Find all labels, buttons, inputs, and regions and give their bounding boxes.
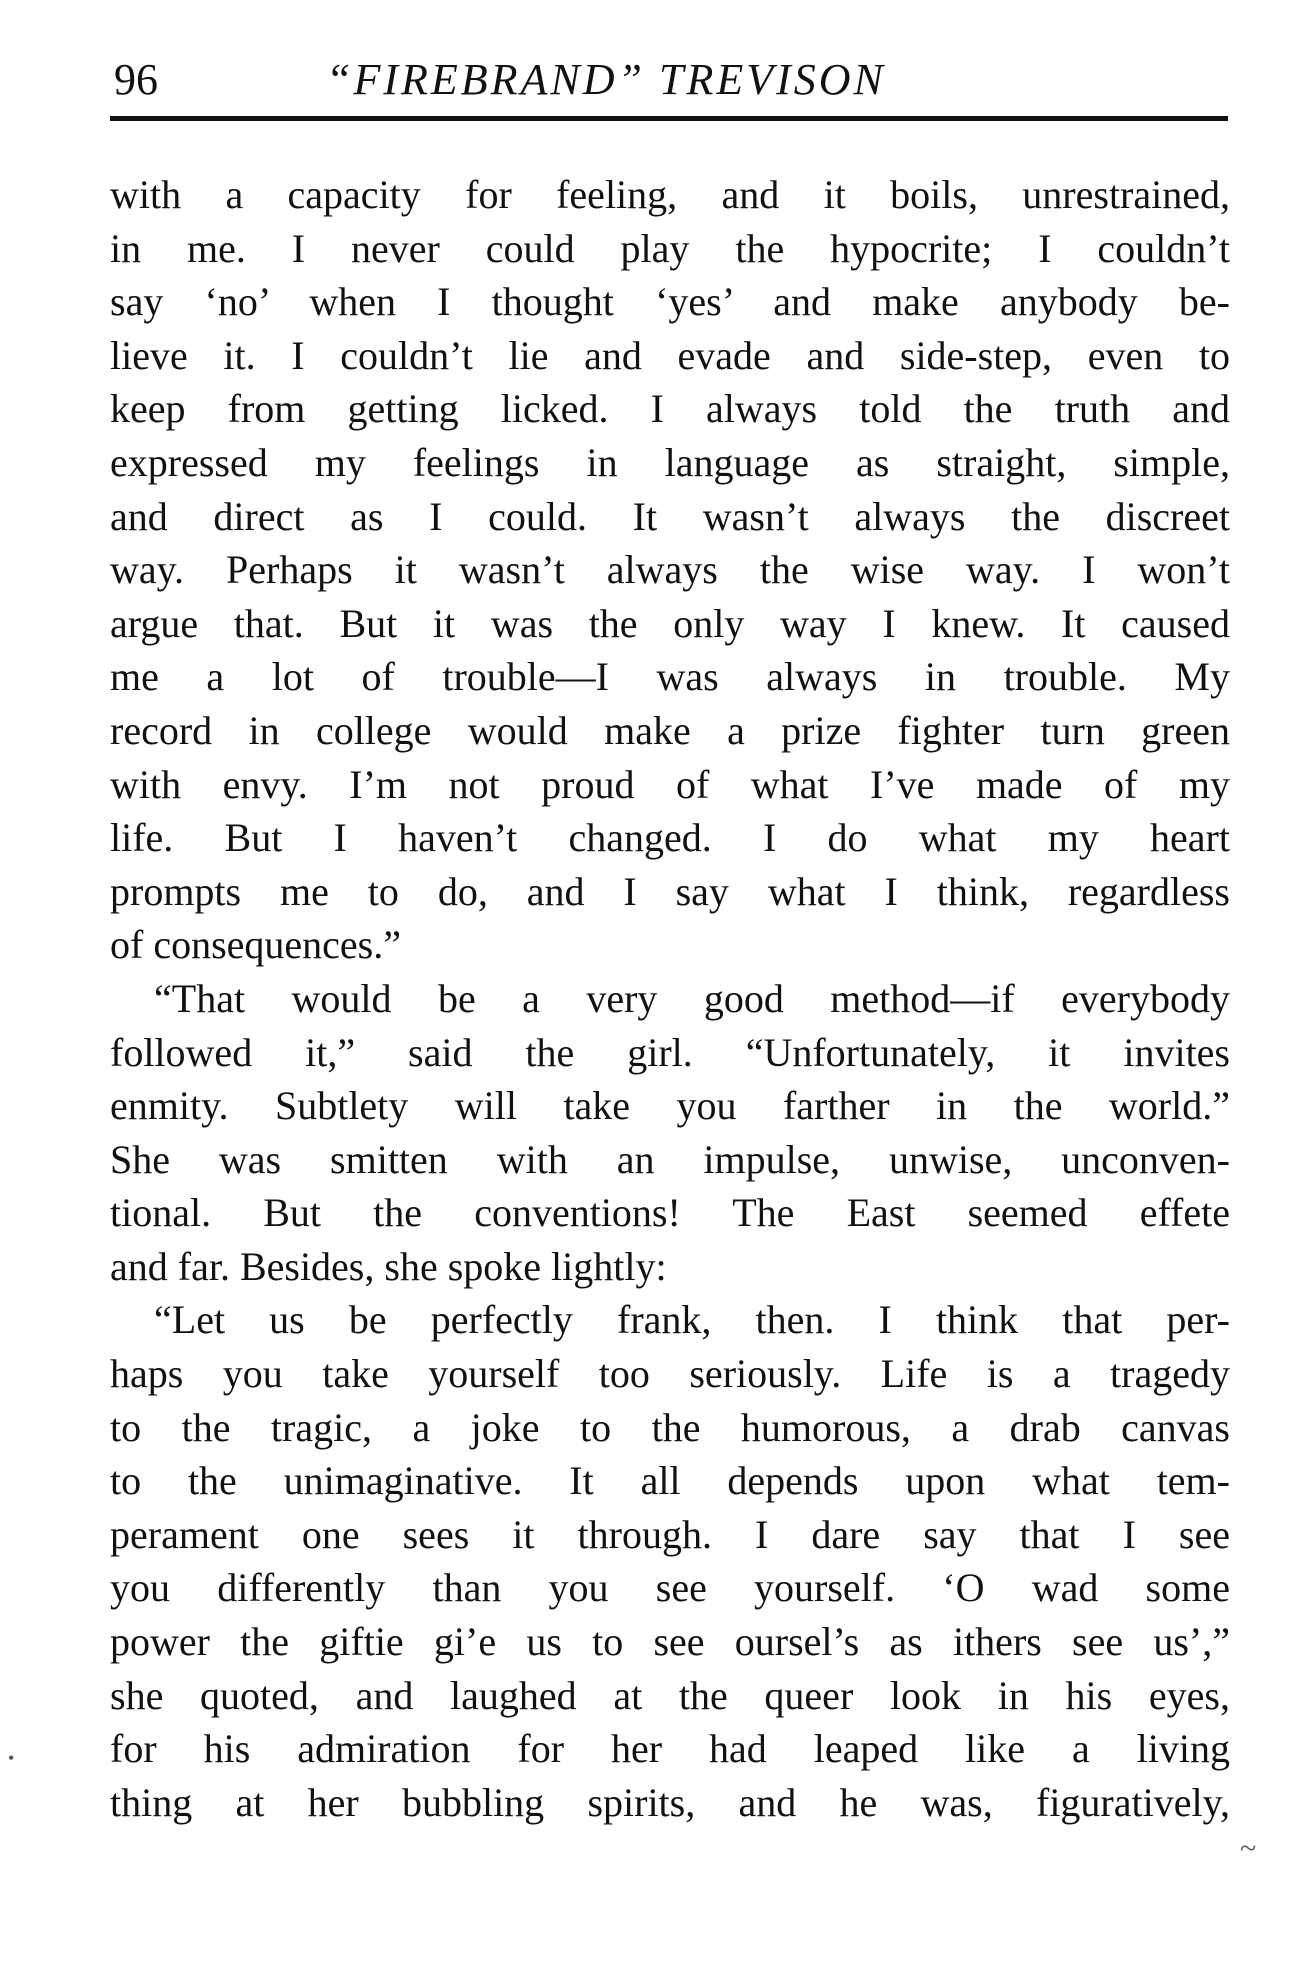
text-line: to the unimaginative. It all depends upon what tem- (110, 1458, 1230, 1504)
text-line: thing at her bubbling spirits, and he was, figuratively, (110, 1779, 1230, 1825)
text-line: prompts me to do, and I say what I think, regardless (110, 868, 1230, 914)
text-line: in me. I never could play the hypocrite; I couldn’t (110, 225, 1230, 271)
text-line: record in college would make a prize fighter turn green (110, 707, 1230, 753)
text-line: lieve it. I couldn’t lie and evade and side-step, even to (110, 332, 1230, 378)
text-line: She was smitten with an impulse, unwise, unconven- (110, 1136, 1230, 1182)
page-number: 96 (114, 55, 158, 104)
text-line: you differently than you see yourself. ‘O wad some (110, 1565, 1230, 1611)
text-line: with envy. I’m not proud of what I’ve made of my (110, 761, 1230, 807)
text-line: to the tragic, a joke to the humorous, a drab canvas (110, 1404, 1230, 1450)
page-header (110, 48, 1230, 118)
text-line: of consequences.” (110, 922, 401, 968)
text-line: she quoted, and laughed at the queer look in his eyes, (110, 1672, 1230, 1718)
text-line: haps you take yourself too seriously. Life is a tragedy (110, 1351, 1230, 1397)
text-line: and far. Besides, she spoke lightly: (110, 1243, 667, 1289)
text-line: “That would be a very good method—if everybody (154, 975, 1230, 1021)
header-rule (110, 116, 1228, 121)
margin-dash: ~ (1240, 1832, 1257, 1865)
text-line: enmity. Subtlety will take you farther in the world.” (110, 1083, 1230, 1129)
text-line: life. But I haven’t changed. I do what my heart (110, 815, 1230, 861)
text-line: tional. But the conventions! The East seemed effete (110, 1190, 1230, 1236)
text-line: argue that. But it was the only way I knew. It caused (110, 600, 1230, 646)
body-text (110, 168, 1230, 1829)
text-line: and direct as I could. It wasn’t always the discreet (110, 493, 1230, 539)
margin-speck: • (8, 1748, 15, 1768)
text-line: expressed my feelings in language as straight, simple, (110, 439, 1230, 485)
text-line: “Let us be perfectly frank, then. I think that per- (154, 1297, 1230, 1343)
text-line: me a lot of trouble—I was always in trouble. My (110, 654, 1230, 700)
text-line: for his admiration for her had leaped like a living (110, 1726, 1230, 1772)
running-head: “FIREBRAND” TREVISON (326, 55, 886, 104)
text-line: perament one sees it through. I dare say that I see (110, 1511, 1230, 1557)
text-line: way. Perhaps it wasn’t always the wise way. I won’t (110, 547, 1230, 593)
text-line: keep from getting licked. I always told the truth and (110, 386, 1230, 432)
text-line: power the giftie gi’e us to see oursel’s as ithers see us’,” (110, 1619, 1230, 1665)
text-line: say ‘no’ when I thought ‘yes’ and make anybody be- (110, 279, 1230, 325)
text-line: followed it,” said the girl. “Unfortunately, it invites (110, 1029, 1230, 1075)
text-line: with a capacity for feeling, and it boils, unrestrained, (110, 172, 1230, 217)
